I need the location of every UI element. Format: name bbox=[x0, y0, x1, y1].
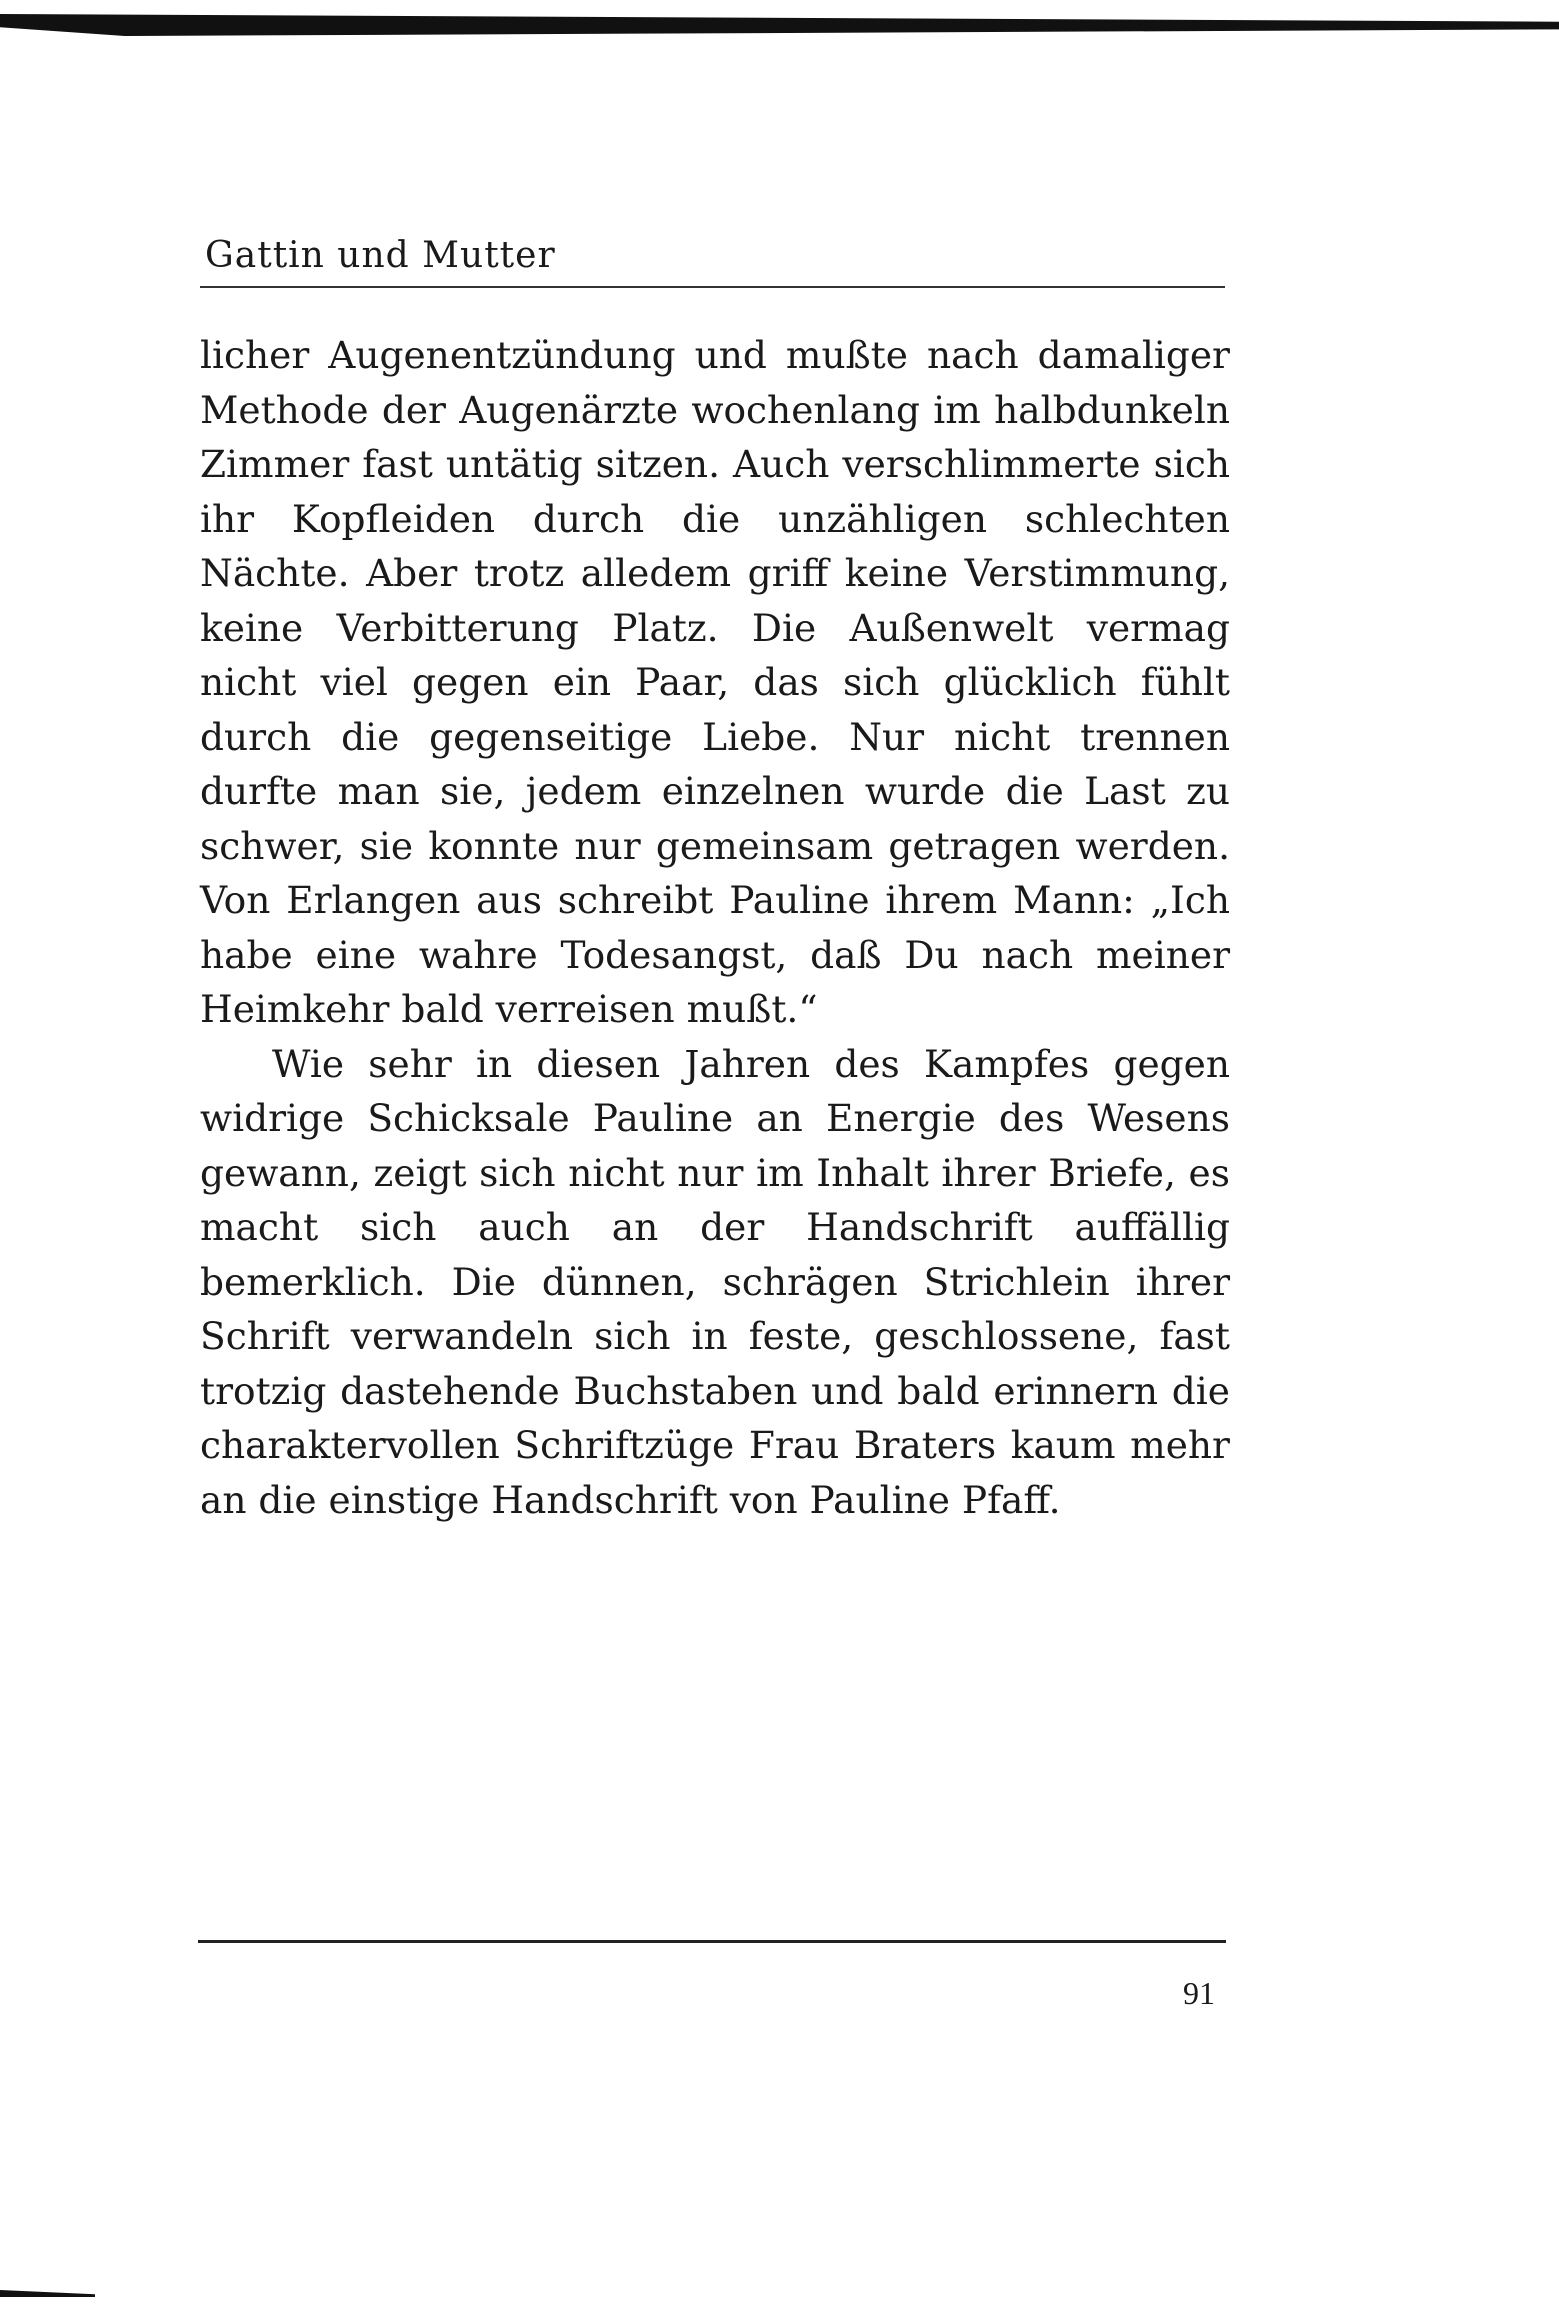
paragraph-continued: licher Augenentzündung und mußte nach damaliger Methode der Augenärzte wochenlang im halbdunkeln Zimmer fast untätig sitzen. Auch verschlimmerte sich ihr Kopfleiden durch die unzähligen schlechten Nächte. Aber trotz alledem griff keine Verstimmung, keine Verbitterung Platz. Die Außenwelt vermag nicht viel gegen ein Paar, das sich glücklich fühlt durch die gegenseitige Liebe. Nur nicht trennen durfte man sie, jedem einzelnen wurde die Last zu schwer, sie konnte nur gemeinsam getragen werden. Von Erlangen aus schreibt Pauline ihrem Mann: „Ich habe eine wahre Todesangst, daß Du nach meiner Heimkehr bald verreisen mußt.“ bbox=[200, 333, 1230, 1031]
scan-edge-artifact-bottom bbox=[0, 2290, 95, 2297]
footer-rule bbox=[198, 1940, 1226, 1943]
body-text bbox=[200, 328, 1230, 1527]
page-number: 91 bbox=[1183, 1975, 1215, 2011]
header-rule bbox=[200, 286, 1225, 288]
running-head: Gattin und Mutter bbox=[205, 235, 556, 276]
paragraph: Wie sehr in diesen Jahren des Kampfes gegen widrige Schicksale Pauline an Energie des Wesens gewann, zeigt sich nicht nur im Inhalt ihrer Briefe, es macht sich auch an der Handschrift auffällig bemerklich. Die dünnen, schrägen Strichlein ihrer Schrift verwandeln sich in feste, geschlossene, fast trotzig dastehende Buchstaben und bald erinnern die charaktervollen Schriftzüge Frau Braters kaum mehr an die einstige Handschrift von Pauline Pfaff. bbox=[200, 1041, 1230, 1522]
scan-edge-artifact bbox=[0, 14, 1559, 36]
